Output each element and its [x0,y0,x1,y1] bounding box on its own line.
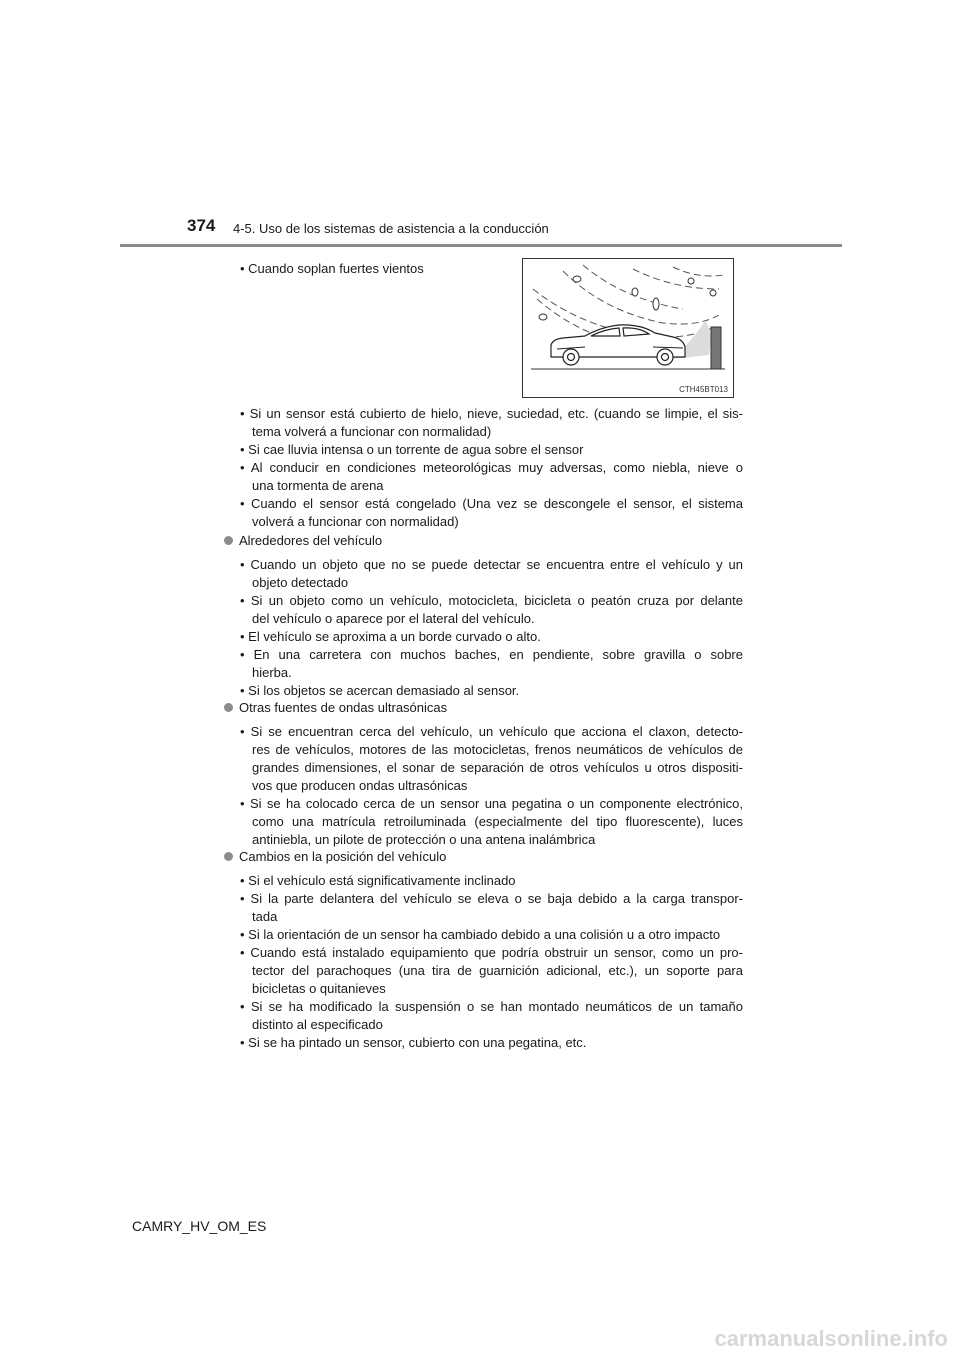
car-wind-sensor-illustration-icon [523,259,733,397]
section-heading [224,532,382,550]
list-item: • Si se ha pintado un sensor, cubierto con una pegatina, etc. [240,1035,587,1050]
list-item: • Si la parte delantera del vehículo se eleva o se baja debido a la carga transpor- [240,891,743,906]
list-item: • El vehículo se aproxima a un borde curvado o alto. [240,629,541,644]
header-divider [120,244,842,247]
bullet-dot-icon [224,536,233,545]
wind-illustration [522,258,734,398]
list-item: • Si se ha colocado cerca de un sensor una pegatina o un componente electrónico, [240,796,743,811]
list-item: antiniebla, un pilote de protección o una antena inalámbrica [252,832,596,847]
list-item: del vehículo o aparece por el lateral del vehículo. [252,611,535,626]
bullet-strong-winds: • Cuando soplan fuertes vientos [240,261,424,276]
list-item: vos que producen ondas ultrasónicas [252,778,468,793]
list-item: como una matrícula retroiluminada (especialmente del tipo fluorescente), luces [252,814,743,829]
page-number: 374 [187,216,216,235]
list-item: • Al conducir en condiciones meteorológicas muy adversas, como niebla, nieve o [240,460,743,475]
list-item: • Si un objeto como un vehículo, motocicleta, bicicleta o peatón cruza por delante [240,593,743,608]
section-heading [224,848,446,866]
list-item: • En una carretera con muchos baches, en pendiente, sobre gravilla o sobre [240,647,743,662]
list-item: • Si un sensor está cubierto de hielo, nieve, suciedad, etc. (cuando se limpie, el sis- [240,406,743,421]
list-item: • Si la orientación de un sensor ha cambiado debido a una colisión u a otro impacto [240,927,721,942]
list-item: tector del parachoques (una tira de guarnición adicional, etc.), un soporte para [252,963,743,978]
section-heading-text: Cambios en la posición del vehículo [239,849,447,864]
list-item: • Si se ha modificado la suspensión o se han montado neumáticos de un tamaño [240,999,743,1014]
list-item: grandes dimensiones, el sonar de separación de otros vehículos u otros dispositi- [252,760,743,775]
list-item: res de vehículos, motores de las motocicletas, frenos neumáticos de vehículos de [252,742,743,757]
list-item: distinto al especificado [252,1017,383,1032]
list-item: • Cuando está instalado equipamiento que podría obstruir un sensor, como un pro- [240,945,743,960]
footer-model-code: CAMRY_HV_OM_ES [132,1218,267,1234]
section-title: 4-5. Uso de los sistemas de asistencia a la conducción [233,221,549,236]
list-item: • Cuando un objeto que no se puede detectar se encuentra entre el vehículo y un [240,557,743,572]
list-item: tada [252,909,278,924]
list-item: • Si el vehículo está significativamente inclinado [240,873,516,888]
list-item: • Si los objetos se acercan demasiado al sensor. [240,683,520,698]
bullet-dot-icon [224,703,233,712]
section-heading-text: Otras fuentes de ondas ultrasónicas [239,700,448,715]
section-heading [224,699,447,717]
section-heading-text: Alrededores del vehículo [239,533,383,548]
list-item: hierba. [252,665,292,680]
list-item: una tormenta de arena [252,478,384,493]
list-item: • Cuando el sensor está congelado (Una vez se descongele el sensor, el sistema [240,496,743,511]
list-item: • Si se encuentran cerca del vehículo, un vehículo que acciona el claxon, detecto- [240,724,743,739]
list-item: bicicletas o quitanieves [252,981,386,996]
list-item: • Si cae lluvia intensa o un torrente de agua sobre el sensor [240,442,584,457]
list-item: volverá a funcionar con normalidad) [252,514,459,529]
list-item: tema volverá a funcionar con normalidad) [252,424,492,439]
figure-code: CTH45BT013 [679,385,728,394]
bullet-dot-icon [224,852,233,861]
watermark: carmanualsonline.info [714,1326,948,1351]
list-item: objeto detectado [252,575,349,590]
